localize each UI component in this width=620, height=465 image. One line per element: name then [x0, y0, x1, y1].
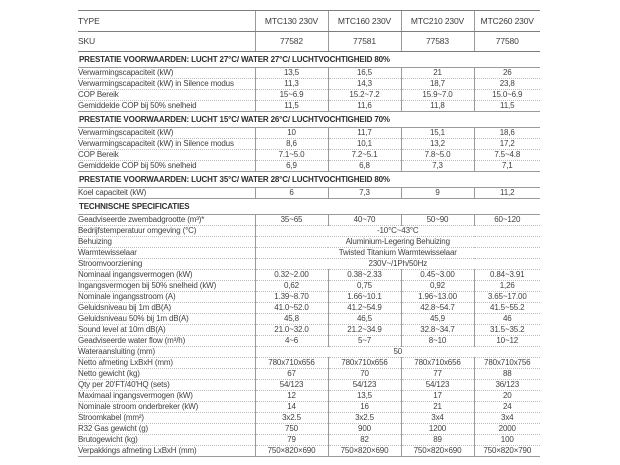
cell-value: 15,1: [401, 128, 474, 139]
cell-value: 6,8: [328, 161, 401, 172]
cell-value: 46,5: [328, 314, 401, 325]
table-row: [78, 101, 540, 112]
cell-value: 21.0~32.0: [255, 325, 328, 336]
cell-value: 11,8: [401, 101, 474, 112]
cell-value: 35~65: [255, 215, 328, 226]
cell-value: 7,3: [401, 161, 474, 172]
table-row: [78, 79, 540, 90]
row-label: Brutogewicht (kg): [78, 435, 255, 446]
section-title: TECHNISCHE SPECIFICATIES: [78, 199, 540, 215]
row-label: Verwarmingscapaciteit (kW) in Silence modus: [78, 139, 255, 150]
row-label: Behuizing: [78, 237, 255, 248]
table-row: [78, 215, 540, 226]
cell-value: 31.5~35.2: [474, 325, 540, 336]
cell-value: 79: [255, 435, 328, 446]
table-row: [78, 292, 540, 303]
cell-value: 41.0~52.0: [255, 303, 328, 314]
row-label: Gemiddelde COP bij 50% snelheid: [78, 161, 255, 172]
table-row: [78, 68, 540, 79]
cell-value: 60~120: [474, 215, 540, 226]
table-row: [78, 270, 540, 281]
cell-value: 0,75: [328, 281, 401, 292]
cell-value: 70: [328, 369, 401, 380]
table-row: [78, 325, 540, 336]
cell-value: 21: [401, 68, 474, 79]
row-label: Qty per 20'FT/40'HQ (sets): [78, 380, 255, 391]
cell-value: 900: [328, 424, 401, 435]
table-row: [78, 128, 540, 139]
cell-value: 10~12: [474, 336, 540, 347]
cell-value: 14,3: [328, 79, 401, 90]
table-row: [78, 424, 540, 435]
spec-table-body: [78, 11, 540, 457]
cell-value: 780x710x656: [328, 358, 401, 369]
table-row: [78, 281, 540, 292]
row-label: Nominaal ingangsvermogen (kW): [78, 270, 255, 281]
span-value: Aluminium-Legering Behuizing: [255, 237, 540, 248]
row-label: Netto afmeting LxBxH (mm): [78, 358, 255, 369]
table-row: [78, 303, 540, 314]
column-header: MTC130 230V: [255, 11, 328, 32]
cell-value: 780x710x756: [474, 358, 540, 369]
table-row: [78, 90, 540, 101]
row-label: Wateraansluiting (mm): [78, 347, 255, 358]
cell-value: 1200: [401, 424, 474, 435]
cell-value: 0.45~3.00: [401, 270, 474, 281]
section-title: PRESTATIE VOORWAARDEN: LUCHT 27°C/ WATER 27°C/ LUCHTVOCHTIGHEID 80%: [78, 52, 540, 68]
sku-value: 77582: [255, 32, 328, 52]
cell-value: 54/123: [328, 380, 401, 391]
cell-value: 46: [474, 314, 540, 325]
cell-value: 10,1: [328, 139, 401, 150]
cell-value: 5~7: [328, 336, 401, 347]
row-label: Verwarmingscapaciteit (kW): [78, 128, 255, 139]
cell-value: 9: [401, 188, 474, 199]
table-row: [78, 226, 540, 237]
cell-value: 7.8~5.0: [401, 150, 474, 161]
cell-value: 8~10: [401, 336, 474, 347]
row-label: Sound level at 10m dB(A): [78, 325, 255, 336]
row-label: Maximaal ingangsvermogen (kW): [78, 391, 255, 402]
table-row: [78, 188, 540, 199]
cell-value: 36/123: [474, 380, 540, 391]
cell-value: 100: [474, 435, 540, 446]
cell-value: 17: [401, 391, 474, 402]
table-row: [78, 248, 540, 259]
row-label: COP Bereik: [78, 150, 255, 161]
span-value: 50: [255, 347, 540, 358]
cell-value: 89: [401, 435, 474, 446]
cell-value: 6,9: [255, 161, 328, 172]
table-row: [78, 402, 540, 413]
cell-value: 7,1: [474, 161, 540, 172]
cell-value: 16: [328, 402, 401, 413]
cell-value: 1.39~8.70: [255, 292, 328, 303]
sku-value: 77580: [474, 32, 540, 52]
column-header: MTC210 230V: [401, 11, 474, 32]
row-label: R32 Gas gewicht (g): [78, 424, 255, 435]
cell-value: 13,5: [328, 391, 401, 402]
row-label: Verwarmingscapaciteit (kW) in Silence modus: [78, 79, 255, 90]
column-header: MTC260 230V: [474, 11, 540, 32]
spec-sheet: [78, 10, 540, 457]
table-row: [78, 358, 540, 369]
type-row-label: TYPE: [78, 11, 255, 32]
span-value: 230V~/1Ph/50Hz: [255, 259, 540, 270]
table-row: [78, 347, 540, 358]
cell-value: 45,8: [255, 314, 328, 325]
cell-value: 16,5: [328, 68, 401, 79]
cell-value: 3x4: [401, 413, 474, 424]
cell-value: 41.5~55.2: [474, 303, 540, 314]
row-label: Netto gewicht (kg): [78, 369, 255, 380]
cell-value: 50~90: [401, 215, 474, 226]
cell-value: 1.66~10.1: [328, 292, 401, 303]
cell-value: 20: [474, 391, 540, 402]
cell-value: 15.9~7.0: [401, 90, 474, 101]
cell-value: 4~6: [255, 336, 328, 347]
cell-value: 24: [474, 402, 540, 413]
cell-value: 11,5: [255, 101, 328, 112]
table-row: [78, 150, 540, 161]
table-row: [78, 336, 540, 347]
row-label: Verwarmingscapaciteit (kW): [78, 68, 255, 79]
cell-value: 17,2: [474, 139, 540, 150]
cell-value: 21: [401, 402, 474, 413]
section-title: PRESTATIE VOORWAARDEN: LUCHT 15°C/ WATER 26°C/ LUCHTVOCHTIGHEID 70%: [78, 112, 540, 128]
cell-value: 0.32~2.00: [255, 270, 328, 281]
span-value: -10°C~43°C: [255, 226, 540, 237]
cell-value: 750×820×790: [474, 446, 540, 457]
cell-value: 54/123: [255, 380, 328, 391]
cell-value: 21.2~34.9: [328, 325, 401, 336]
row-label: Geadviseerde water flow (m³/h): [78, 336, 255, 347]
table-row: [78, 446, 540, 457]
cell-value: 7,3: [328, 188, 401, 199]
spec-table: [78, 10, 540, 457]
cell-value: 3x2.5: [255, 413, 328, 424]
cell-value: 32.8~34.7: [401, 325, 474, 336]
cell-value: 18,6: [474, 128, 540, 139]
cell-value: 6: [255, 188, 328, 199]
span-value: Twisted Titanium Warmtewisselaar: [255, 248, 540, 259]
cell-value: 780x710x656: [401, 358, 474, 369]
table-row: [78, 259, 540, 270]
cell-value: 750×820×690: [255, 446, 328, 457]
cell-value: 11,7: [328, 128, 401, 139]
cell-value: 750×820×690: [401, 446, 474, 457]
column-header: MTC160 230V: [328, 11, 401, 32]
cell-value: 18,7: [401, 79, 474, 90]
row-label: Verpakkings afmeting LxBxH (mm): [78, 446, 255, 457]
table-row: [78, 380, 540, 391]
cell-value: 0.84~3.91: [474, 270, 540, 281]
cell-value: 82: [328, 435, 401, 446]
row-label: Geadviseerde zwembadgrootte (m³)*: [78, 215, 255, 226]
cell-value: 11,3: [255, 79, 328, 90]
row-label: Nominale stroom onderbreker (kW): [78, 402, 255, 413]
cell-value: 11,2: [474, 188, 540, 199]
cell-value: 42.8~54.7: [401, 303, 474, 314]
cell-value: 7.5~4.8: [474, 150, 540, 161]
row-label: Stroomkabel (mm²): [78, 413, 255, 424]
sku-value: 77581: [328, 32, 401, 52]
cell-value: 15.2~7.2: [328, 90, 401, 101]
sku-value: 77583: [401, 32, 474, 52]
table-row: [78, 314, 540, 325]
table-row: [78, 413, 540, 424]
cell-value: 45,9: [401, 314, 474, 325]
cell-value: 11,6: [328, 101, 401, 112]
table-row: [78, 139, 540, 150]
row-label: Stroomvoorziening: [78, 259, 255, 270]
table-row: [78, 237, 540, 248]
cell-value: 1,26: [474, 281, 540, 292]
cell-value: 41.2~54.9: [328, 303, 401, 314]
section-title: PRESTATIE VOORWAARDEN: LUCHT 35°C/ WATER 28°C/ LUCHTVOCHTIGHEID 80%: [78, 172, 540, 188]
cell-value: 54/123: [401, 380, 474, 391]
cell-value: 15~6.9: [255, 90, 328, 101]
row-label: Nominale ingangsstroom (A): [78, 292, 255, 303]
cell-value: 0,62: [255, 281, 328, 292]
table-row: [78, 435, 540, 446]
cell-value: 67: [255, 369, 328, 380]
cell-value: 2000: [474, 424, 540, 435]
row-label: Gemiddelde COP bij 50% snelheid: [78, 101, 255, 112]
cell-value: 40~70: [328, 215, 401, 226]
row-label: Bedrijfstemperatuur omgeving (°C): [78, 226, 255, 237]
cell-value: 750: [255, 424, 328, 435]
cell-value: 3x4: [474, 413, 540, 424]
cell-value: 0.38~2.33: [328, 270, 401, 281]
cell-value: 1.96~13.00: [401, 292, 474, 303]
cell-value: 23,8: [474, 79, 540, 90]
cell-value: 11,5: [474, 101, 540, 112]
cell-value: 7.1~5.0: [255, 150, 328, 161]
cell-value: 14: [255, 402, 328, 413]
table-row: [78, 161, 540, 172]
cell-value: 3x2.5: [328, 413, 401, 424]
cell-value: 0,92: [401, 281, 474, 292]
cell-value: 13,5: [255, 68, 328, 79]
cell-value: 7.2~5.1: [328, 150, 401, 161]
cell-value: 77: [401, 369, 474, 380]
cell-value: 3.65~17.00: [474, 292, 540, 303]
cell-value: 26: [474, 68, 540, 79]
cell-value: 10: [255, 128, 328, 139]
row-label: Geluidsniveau bij 1m dB(A): [78, 303, 255, 314]
row-label: Warmtewisselaar: [78, 248, 255, 259]
row-label: Ingangsvermogen bij 50% snelheid (kW): [78, 281, 255, 292]
cell-value: 12: [255, 391, 328, 402]
cell-value: 13,2: [401, 139, 474, 150]
cell-value: 8,6: [255, 139, 328, 150]
row-label: Koel capaciteit (kW): [78, 188, 255, 199]
cell-value: 750×820×690: [328, 446, 401, 457]
cell-value: 88: [474, 369, 540, 380]
cell-value: 15.0~6.9: [474, 90, 540, 101]
row-label: Geluidsniveau 50% bij 1m dB(A): [78, 314, 255, 325]
sku-row-label: SKU: [78, 32, 255, 52]
cell-value: 780x710x656: [255, 358, 328, 369]
table-row: [78, 391, 540, 402]
row-label: COP Bereik: [78, 90, 255, 101]
table-row: [78, 369, 540, 380]
